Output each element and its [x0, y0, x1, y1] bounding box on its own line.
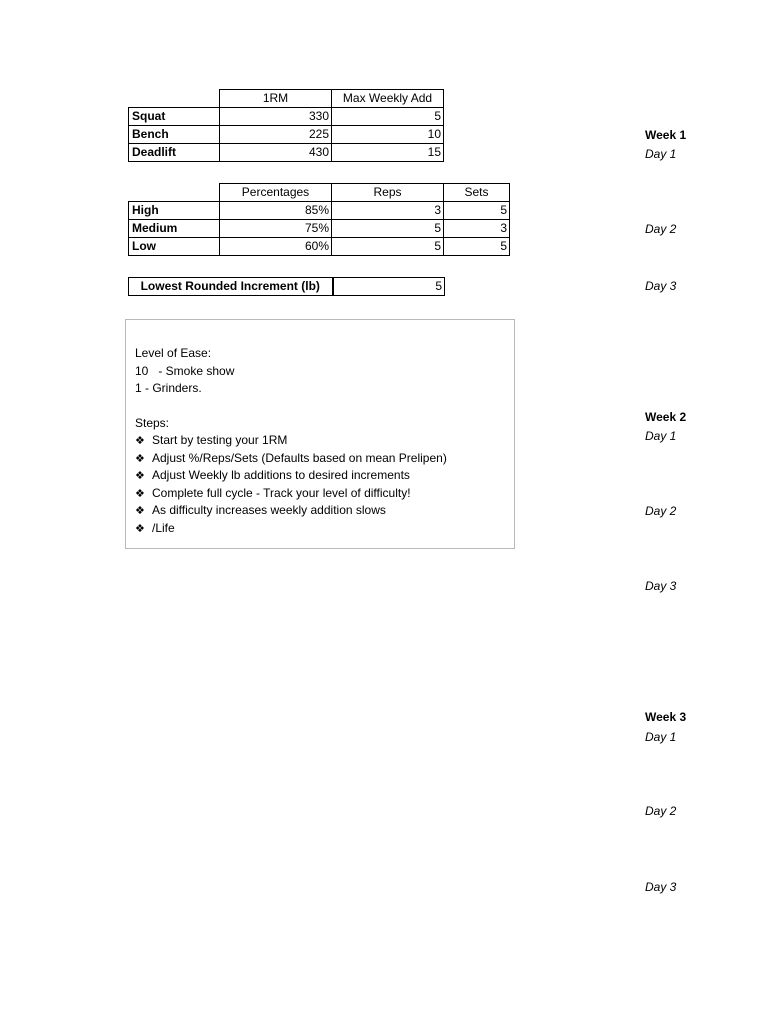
table-row [129, 126, 444, 144]
lifts-header-1rm[interactable]: 1RM [220, 90, 332, 108]
table-row [129, 238, 510, 256]
list-item [135, 432, 514, 450]
diamond-bullet-icon: ❖ [135, 505, 145, 517]
step-text: /Life [152, 520, 175, 535]
list-item [135, 467, 514, 485]
step-text: Start by testing your 1RM [152, 433, 288, 447]
steps-title: Steps: [135, 415, 170, 430]
intensity-name-cell[interactable]: High [129, 202, 220, 220]
intensity-corner-cell [129, 184, 220, 202]
lifts-header-row [129, 90, 444, 108]
table-row [129, 108, 444, 126]
lifts-header-max-weekly-add[interactable]: Max Weekly Add [332, 90, 444, 108]
intensity-header-reps[interactable]: Reps [332, 184, 444, 202]
diamond-bullet-icon: ❖ [135, 487, 145, 500]
week-2-day-1[interactable]: Day 1 [645, 429, 677, 443]
intensity-name-cell[interactable]: Low [129, 238, 220, 256]
intensity-name-cell[interactable]: Medium [129, 220, 220, 238]
notes-spacer [135, 398, 514, 415]
intensity-table [128, 183, 510, 256]
week-1-day-3[interactable]: Day 3 [645, 279, 677, 293]
list-item [135, 502, 514, 520]
step-text: Complete full cycle - Track your level of difficulty! [152, 485, 411, 500]
intensity-sets-cell[interactable]: 5 [444, 202, 510, 220]
lift-max-add-cell[interactable]: 10 [332, 126, 444, 144]
lift-name-cell[interactable]: Squat [129, 108, 220, 126]
intensity-reps-cell[interactable]: 5 [332, 220, 444, 238]
lift-1rm-cell[interactable]: 430 [220, 144, 332, 162]
intensity-reps-cell[interactable]: 3 [332, 202, 444, 220]
intensity-pct-cell[interactable]: 60% [220, 238, 332, 256]
diamond-bullet-icon: ❖ [135, 522, 145, 535]
lift-max-add-cell[interactable]: 15 [332, 144, 444, 162]
intensity-header-percentages[interactable]: Percentages [220, 184, 332, 202]
week-2-day-3[interactable]: Day 3 [645, 579, 677, 593]
list-item [135, 485, 514, 503]
intensity-sets-cell[interactable]: 3 [444, 220, 510, 238]
week-2-day-2[interactable]: Day 2 [645, 504, 677, 518]
week-1-day-1[interactable]: Day 1 [645, 147, 677, 161]
table-row [129, 202, 510, 220]
table-row [129, 220, 510, 238]
lifts-corner-cell [129, 90, 220, 108]
week-3-day-3[interactable]: Day 3 [645, 880, 677, 894]
intensity-header-row [129, 184, 510, 202]
list-item [135, 520, 514, 538]
week-1-label[interactable]: Week 1 [645, 128, 687, 142]
diamond-bullet-icon: ❖ [135, 470, 145, 482]
increment-row [129, 278, 445, 296]
ease-low-line: 1 - Grinders. [135, 381, 202, 395]
increment-value-cell[interactable]: 5 [333, 278, 445, 296]
lift-max-add-cell[interactable]: 5 [332, 108, 444, 126]
intensity-header-sets[interactable]: Sets [444, 184, 510, 202]
intensity-pct-cell[interactable]: 75% [220, 220, 332, 238]
lift-name-cell[interactable]: Deadlift [129, 144, 220, 162]
week-3-label[interactable]: Week 3 [645, 710, 687, 724]
ease-title: Level of Ease: [135, 346, 212, 360]
lift-1rm-cell[interactable]: 330 [220, 108, 332, 126]
list-item [135, 450, 514, 468]
increment-table [128, 277, 445, 296]
week-3-day-1[interactable]: Day 1 [645, 730, 677, 744]
intensity-pct-cell[interactable]: 85% [220, 202, 332, 220]
table-row [129, 144, 444, 162]
step-text: Adjust %/Reps/Sets (Defaults based on mean Prelipen) [152, 450, 447, 465]
diamond-bullet-icon: ❖ [135, 452, 145, 465]
intensity-sets-cell[interactable]: 5 [444, 238, 510, 256]
lift-name-cell[interactable]: Bench [129, 126, 220, 144]
ease-high-line: 10 - Smoke show [135, 363, 235, 378]
lift-1rm-cell[interactable]: 225 [220, 126, 332, 144]
notes-text-box[interactable] [125, 319, 515, 549]
week-3-day-2[interactable]: Day 2 [645, 804, 677, 818]
increment-label-cell[interactable]: Lowest Rounded Increment (lb) [129, 278, 333, 296]
step-text: Adjust Weekly lb additions to desired increments [152, 468, 410, 482]
week-2-label[interactable]: Week 2 [645, 410, 687, 424]
intensity-reps-cell[interactable]: 5 [332, 238, 444, 256]
diamond-bullet-icon: ❖ [135, 435, 145, 447]
step-text: As difficulty increases weekly addition slows [152, 503, 386, 517]
week-1-day-2[interactable]: Day 2 [645, 222, 677, 236]
lifts-table [128, 89, 444, 162]
